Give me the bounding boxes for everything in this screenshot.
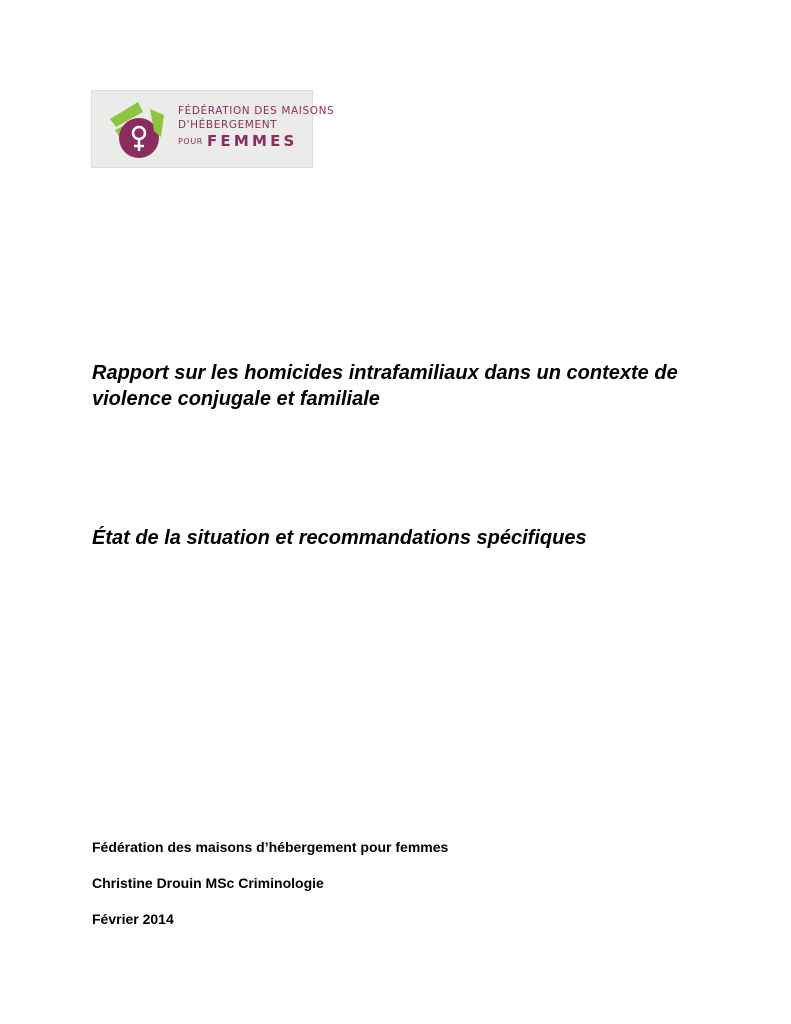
logo-line-2: D'HÉBERGEMENT [178, 119, 278, 131]
publication-date: Février 2014 [92, 911, 174, 927]
venus-symbol-icon [106, 101, 166, 159]
document-subtitle: État de la situation et recommandations spécifiques [92, 527, 587, 549]
logo-wordmark [178, 106, 334, 152]
author-name: Christine Drouin MSc Criminologie [92, 875, 324, 891]
logo-line-3 [178, 134, 334, 152]
organization-name: Fédération des maisons d’hébergement pour femmes [92, 839, 449, 855]
logo-pour-text: POUR [178, 137, 203, 146]
logo-line-1: FÉDÉRATION DES MAISONS [178, 105, 335, 117]
organization-logo [91, 90, 335, 168]
document-title: Rapport sur les homicides intrafamiliaux dans un contexte de violence conjugale et familiale [92, 362, 678, 410]
logo-femmes-text: FEMMES [206, 132, 298, 150]
